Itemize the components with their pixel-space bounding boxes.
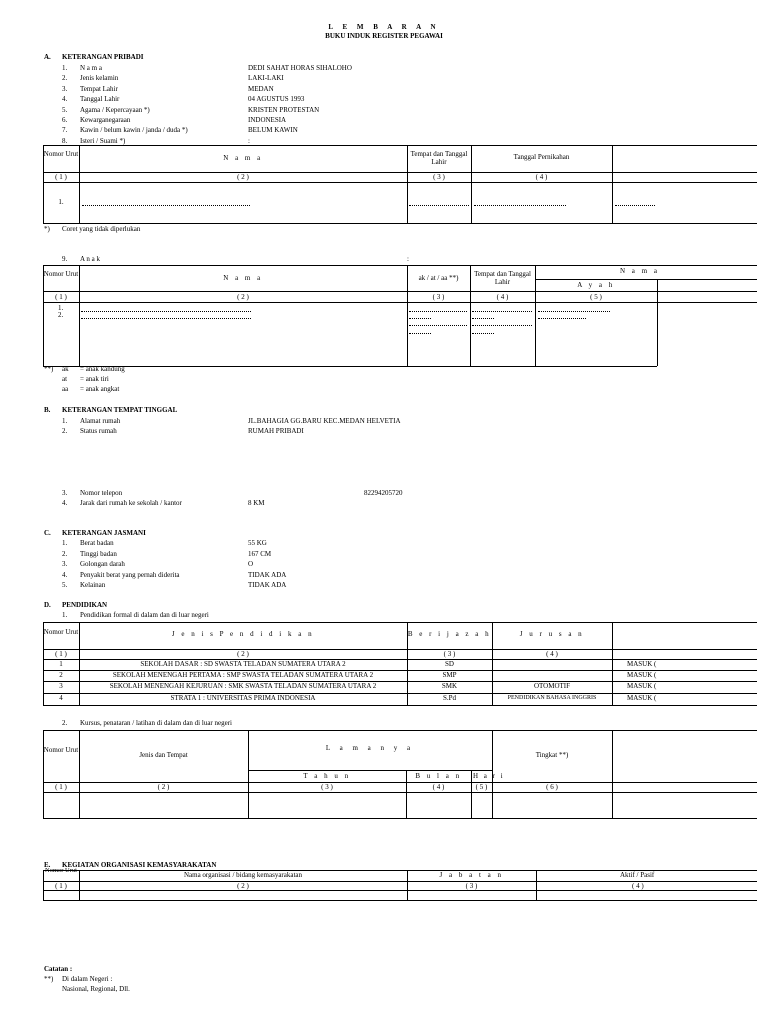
catatan-title: Catatan :: [44, 965, 73, 973]
item-value: LAKI-LAKI: [248, 74, 284, 83]
item-number: 5.: [62, 105, 68, 114]
item-number: 5.: [62, 581, 68, 590]
legend-code: at: [62, 375, 68, 383]
item-label: Tinggi badan: [80, 549, 117, 558]
item-number: 8.: [62, 136, 68, 145]
col-num: ( 2 ): [237, 293, 249, 301]
col-jabatan: J a b a t a n: [439, 871, 504, 879]
table-row-number: 3: [59, 682, 63, 690]
item-label: Tempat Lahir: [80, 84, 118, 93]
item-number: 2.: [62, 549, 68, 558]
item-value: O: [248, 560, 254, 569]
item-value: BELUM KAWIN: [248, 126, 298, 135]
item-value: RUMAH PRIBADI: [248, 427, 304, 435]
col-num: ( 5 ): [475, 783, 488, 791]
table-row-jurusan: PENDIDIKAN BAHASA INGGRIS: [507, 695, 597, 701]
col-num: ( 3 ): [321, 783, 333, 791]
col-num: ( 4 ): [546, 650, 558, 658]
col-num: ( 1 ): [55, 783, 67, 791]
col-ttl: Tempat dan Tanggal Lahir: [410, 150, 468, 167]
item-label: Jenis kelamin: [80, 74, 119, 83]
table-row-ijazah: S.Pd: [442, 694, 457, 702]
col-status: ak / at / aa **): [418, 274, 459, 282]
legend-code: aa: [62, 385, 69, 393]
table-row-number: 4: [59, 694, 63, 702]
table-row-jenis: SEKOLAH MENENGAH KEJURUAN : SMK SWASTA TELADAN SUMATERA UTARA 2: [109, 682, 377, 690]
item-label: Kelainan: [80, 581, 106, 590]
item-value: TIDAK ADA: [248, 570, 287, 579]
item-number: 1.: [62, 539, 68, 547]
item-number: 2.: [62, 74, 68, 83]
col-bulan: B u l a n: [415, 772, 462, 780]
col-ttl: Tempat dan Tanggal Lahir: [474, 270, 531, 287]
col-num: ( 4 ): [496, 293, 509, 301]
item-number: 3.: [62, 489, 68, 497]
item-number: 7.: [62, 126, 68, 135]
col-num: ( 6 ): [546, 783, 558, 791]
col-hari: H a r i: [473, 772, 505, 780]
row-number: 1.: [58, 304, 64, 312]
item-label: Golongan darah: [80, 560, 125, 569]
item-value: INDONESIA: [248, 116, 287, 124]
col-jenis-tempat: Jenis dan Tempat: [139, 751, 188, 759]
col-tingkat: Tingkat **): [535, 751, 569, 759]
section-letter: B.: [44, 406, 51, 414]
col-num: ( 2 ): [237, 882, 249, 890]
table-row-jenis: SEKOLAH MENENGAH PERTAMA : SMP SWASTA TELADAN SUMATERA UTARA 2: [112, 671, 374, 679]
col-num: ( 3 ): [433, 173, 445, 181]
item-number: 1.: [62, 417, 68, 425]
item-value: DEDI SAHAT HORAS SIHALOHO: [248, 64, 352, 72]
item-number: 4.: [62, 570, 68, 579]
item-label: Kewarganegaraan: [80, 116, 131, 124]
col-num: ( 1 ): [55, 173, 67, 181]
col-num: ( 4 ): [432, 783, 445, 791]
table-row-number: 1: [59, 660, 63, 668]
item-label: Agama / Kepercayaan *): [80, 105, 150, 114]
row-number: 1.: [58, 198, 64, 206]
col-nomor-urut: Nomor Urut: [43, 746, 79, 754]
item-value: 04 AGUSTUS 1993: [248, 95, 305, 104]
table-row-masuk: MASUK (: [627, 694, 657, 702]
item-label: A n a k: [80, 255, 101, 263]
item-number: 3.: [62, 84, 68, 93]
col-num: ( 4 ): [535, 173, 548, 181]
document-subtitle: BUKU INDUK REGISTER PEGAWAI: [325, 32, 443, 40]
col-nama-organisasi: Nama organisasi / bidang kemasyarakatan: [183, 871, 303, 879]
item-colon: :: [407, 255, 409, 263]
table-row-masuk: MASUK (: [627, 671, 657, 679]
col-num: ( 2 ): [157, 783, 170, 791]
table-row-ijazah: SD: [445, 660, 454, 668]
legend-mark: **): [44, 365, 54, 373]
item-label: Tanggal Lahir: [80, 95, 120, 104]
table-row-masuk: MASUK (: [627, 660, 657, 668]
section-title: KETERANGAN JASMANI: [62, 529, 146, 537]
col-num: ( 4 ): [632, 882, 644, 890]
item-value: KRISTEN PROTESTAN: [248, 105, 320, 114]
section-letter: D.: [44, 601, 51, 609]
item-number: 6.: [62, 116, 68, 124]
col-num: ( 5 ): [590, 293, 602, 301]
item-label: Pendidikan formal di dalam dan di luar negeri: [80, 611, 209, 619]
col-tahun: T a h u n: [303, 772, 351, 780]
col-num: ( 2 ): [237, 173, 249, 181]
footnote-text: Coret yang tidak diperlukan: [62, 225, 141, 233]
item-value: JL.BAHAGIA GG.BARU KEC.MEDAN HELVETIA: [248, 417, 401, 425]
item-label: Kawin / belum kawin / janda / duda *): [80, 126, 188, 135]
item-number: 1.: [62, 611, 68, 619]
item-label: Alamat rumah: [80, 417, 121, 425]
section-letter: E.: [44, 861, 51, 869]
document-title: L E M B A R A N: [328, 23, 440, 31]
col-jenis-pendidikan: J e n i s P e n d i d i k a n: [171, 630, 315, 638]
item-label: Isteri / Suami *): [80, 136, 126, 145]
item-value: 55 KG: [248, 539, 267, 547]
section-title: KEGIATAN ORGANISASI KEMASYARAKATAN: [62, 861, 217, 869]
col-nama-ortu: N a m a: [620, 267, 660, 275]
col-num: ( 3 ): [432, 293, 445, 301]
col-num: ( 1 ): [55, 650, 67, 658]
col-aktif-pasif: Aktif / Pasif: [620, 871, 655, 879]
legend-text: = anak tiri: [80, 375, 109, 383]
col-jurusan: J u r u s a n: [519, 630, 585, 638]
item-number: 3.: [62, 560, 68, 569]
item-number: 4.: [62, 499, 68, 507]
legend-text: = anak kandung: [80, 365, 125, 373]
section-title: KETERANGAN TEMPAT TINGGAL: [62, 406, 178, 414]
section-letter: A.: [44, 53, 51, 61]
catatan-line: Di dalam Negeri :: [62, 975, 113, 983]
item-number: 1.: [62, 64, 68, 72]
item-value: 167 CM: [248, 549, 272, 558]
col-nomor-urut: Nomor Urut: [43, 270, 79, 278]
catatan-line: Nasional, Regional, Dll.: [62, 985, 130, 993]
col-nomor-urut: Nomor Urut: [43, 628, 79, 636]
col-nomor-urut: Nomor Urut: [45, 867, 77, 874]
col-tanggal-pernikahan: Tanggal Pernikahan: [513, 153, 570, 161]
item-label: Penyakit berat yang pernah diderita: [80, 570, 180, 579]
row-number: 2.: [58, 311, 64, 319]
item-number: 2.: [62, 427, 68, 435]
item-label: Jarak dari rumah ke sekolah / kantor: [80, 499, 182, 507]
table-row-jenis: STRATA 1 : UNIVERSITAS PRIMA INDONESIA: [170, 694, 316, 702]
item-label: Status rumah: [80, 427, 117, 435]
col-ayah: A y a h: [577, 281, 615, 289]
col-num: ( 1 ): [55, 882, 67, 890]
col-lamanya: L a m a n y a: [325, 744, 415, 752]
legend-text: = anak angkat: [80, 385, 120, 393]
item-label: N a m a: [80, 64, 102, 72]
catatan-mark: **): [44, 975, 54, 983]
table-row-jurusan: OTOMOTIF: [533, 682, 571, 690]
section-letter: C.: [44, 529, 51, 537]
phone-value: 82294205720: [364, 489, 403, 497]
section-title: KETERANGAN PRIBADI: [62, 53, 144, 61]
table-row-number: 2: [59, 671, 63, 679]
table-row-ijazah: SMP: [442, 671, 457, 679]
item-label: Kursus, penataran / latihan di dalam dan di luar negeri: [80, 719, 233, 727]
col-num: ( 3 ): [465, 882, 478, 890]
footnote-mark: *): [44, 225, 50, 233]
item-label: Berat badan: [80, 539, 114, 547]
item-label: Nomor telepon: [80, 489, 123, 497]
table-row-masuk: MASUK (: [627, 682, 657, 690]
section-title: PENDIDIKAN: [62, 601, 108, 609]
item-number: 4.: [62, 95, 68, 104]
col-nomor-urut: Nomor Urut: [43, 150, 79, 158]
col-nama: N a m a: [223, 154, 263, 162]
legend-code: ak: [62, 365, 69, 373]
col-num: ( 3 ): [443, 650, 456, 658]
item-value: :: [248, 136, 250, 145]
table-row-ijazah: SMK: [441, 682, 458, 690]
item-number: 9.: [62, 255, 68, 263]
item-value: 8 KM: [248, 499, 265, 507]
col-berijazah: B e r i j a z a h: [407, 630, 492, 638]
item-number: 2.: [62, 719, 68, 727]
col-num: ( 1 ): [55, 293, 67, 301]
table-row-jenis: SEKOLAH DASAR : SD SWASTA TELADAN SUMATERA UTARA 2: [140, 660, 346, 668]
col-nama: N a m a: [223, 274, 263, 282]
col-num: ( 2 ): [237, 650, 249, 658]
item-value: MEDAN: [248, 84, 274, 93]
item-value: TIDAK ADA: [248, 581, 287, 590]
